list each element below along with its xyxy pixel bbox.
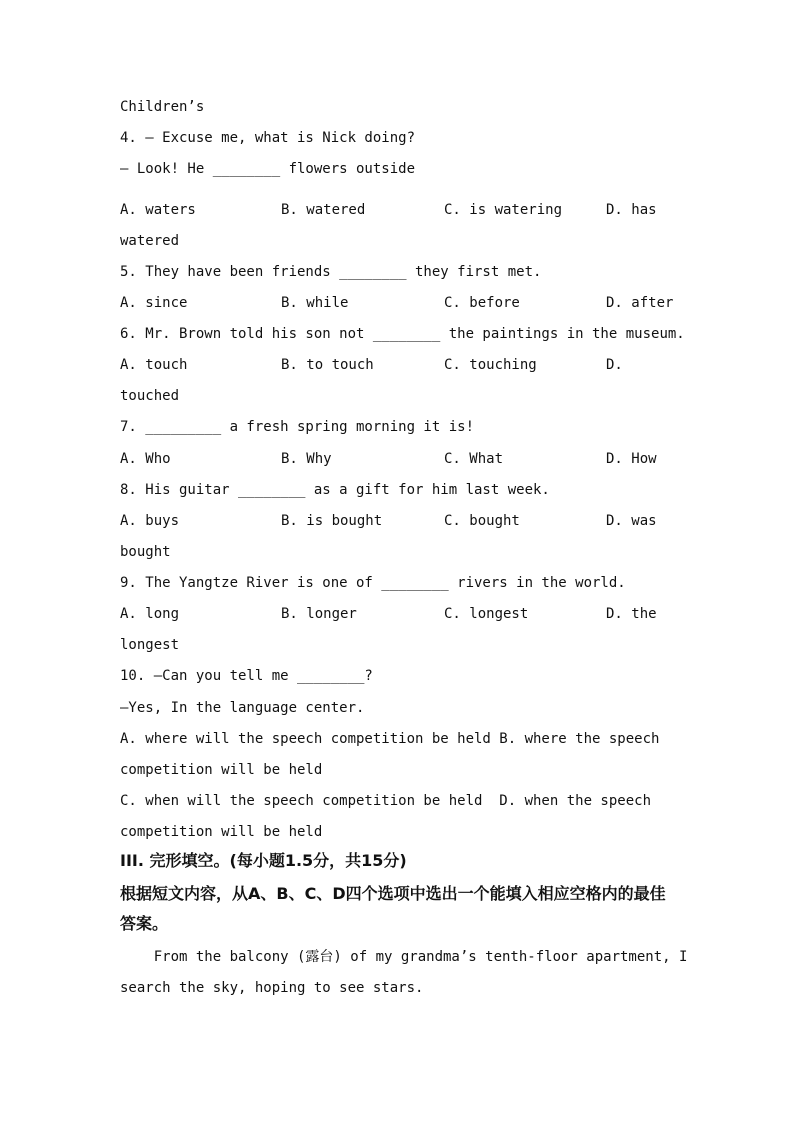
q9-option-c: C. longest — [444, 606, 529, 622]
question-7: 7. _________ a fresh spring morning it is! — [120, 419, 475, 435]
question-4-response: — Look! He ________ flowers outside — [120, 161, 416, 177]
q7-option-b: B. Why — [281, 451, 332, 467]
q10-options-ab: A. where will the speech competition be held B. where the speech — [120, 731, 660, 747]
q7-option-c: C. What — [444, 451, 504, 467]
q10-options-cd-cont: competition will be held — [120, 824, 323, 840]
q9-option-d: D. the — [606, 606, 657, 622]
section-3-instruction: 根据短文内容，从A、B、C、D四个选项中选出一个能填入相应空格内的最佳 — [120, 884, 666, 903]
q8-option-c: C. bought — [444, 513, 520, 529]
q7-option-a: A. Who — [120, 451, 171, 467]
q6-option-b: B. to touch — [281, 357, 374, 373]
question-5: 5. They have been friends ________ they first met. — [120, 264, 542, 280]
q10-options-ab-cont: competition will be held — [120, 762, 323, 778]
q9-option-b: B. longer — [281, 606, 357, 622]
question-10-response: —Yes, In the language center. — [120, 700, 365, 716]
q5-option-a: A. since — [120, 295, 188, 311]
q7-option-d: D. How — [606, 451, 657, 467]
q6-option-d-cont: touched — [120, 388, 180, 404]
q8-option-d-cont: bought — [120, 544, 171, 560]
q4-option-b: B. watered — [281, 202, 366, 218]
q8-option-b: B. is bought — [281, 513, 383, 529]
q4-option-d: D. has — [606, 202, 657, 218]
text-line: Children’s — [120, 99, 205, 115]
q4-option-d-cont: watered — [120, 233, 180, 249]
q6-option-c: C. touching — [444, 357, 537, 373]
q5-option-c: C. before — [444, 295, 520, 311]
question-4: 4. — Excuse me, what is Nick doing? — [120, 130, 416, 146]
question-9: 9. The Yangtze River is one of ________ rivers in the world. — [120, 575, 626, 591]
q6-option-a: A. touch — [120, 357, 188, 373]
section-3-instruction-cont: 答案。 — [120, 914, 169, 933]
q5-option-d: D. after — [606, 295, 674, 311]
q8-option-a: A. buys — [120, 513, 180, 529]
question-6: 6. Mr. Brown told his son not ________ the paintings in the museum. — [120, 326, 685, 342]
passage-line: From the balcony (露台) of my grandma’s tenth-floor apartment, I — [120, 949, 688, 965]
question-8: 8. His guitar ________ as a gift for him last week. — [120, 482, 550, 498]
section-3-heading: III. 完形填空。(每小题1.5分，共15分) — [120, 851, 407, 870]
q4-option-c: C. is watering — [444, 202, 563, 218]
question-10: 10. —Can you tell me ________? — [120, 668, 373, 684]
q9-option-a: A. long — [120, 606, 180, 622]
passage-line: search the sky, hoping to see stars. — [120, 980, 424, 996]
q10-options-cd: C. when will the speech competition be held D. when the speech — [120, 793, 652, 809]
q5-option-b: B. while — [281, 295, 349, 311]
q9-option-d-cont: longest — [120, 637, 180, 653]
q6-option-d: D. — [606, 357, 623, 373]
q8-option-d: D. was — [606, 513, 657, 529]
q4-option-a: A. waters — [120, 202, 196, 218]
